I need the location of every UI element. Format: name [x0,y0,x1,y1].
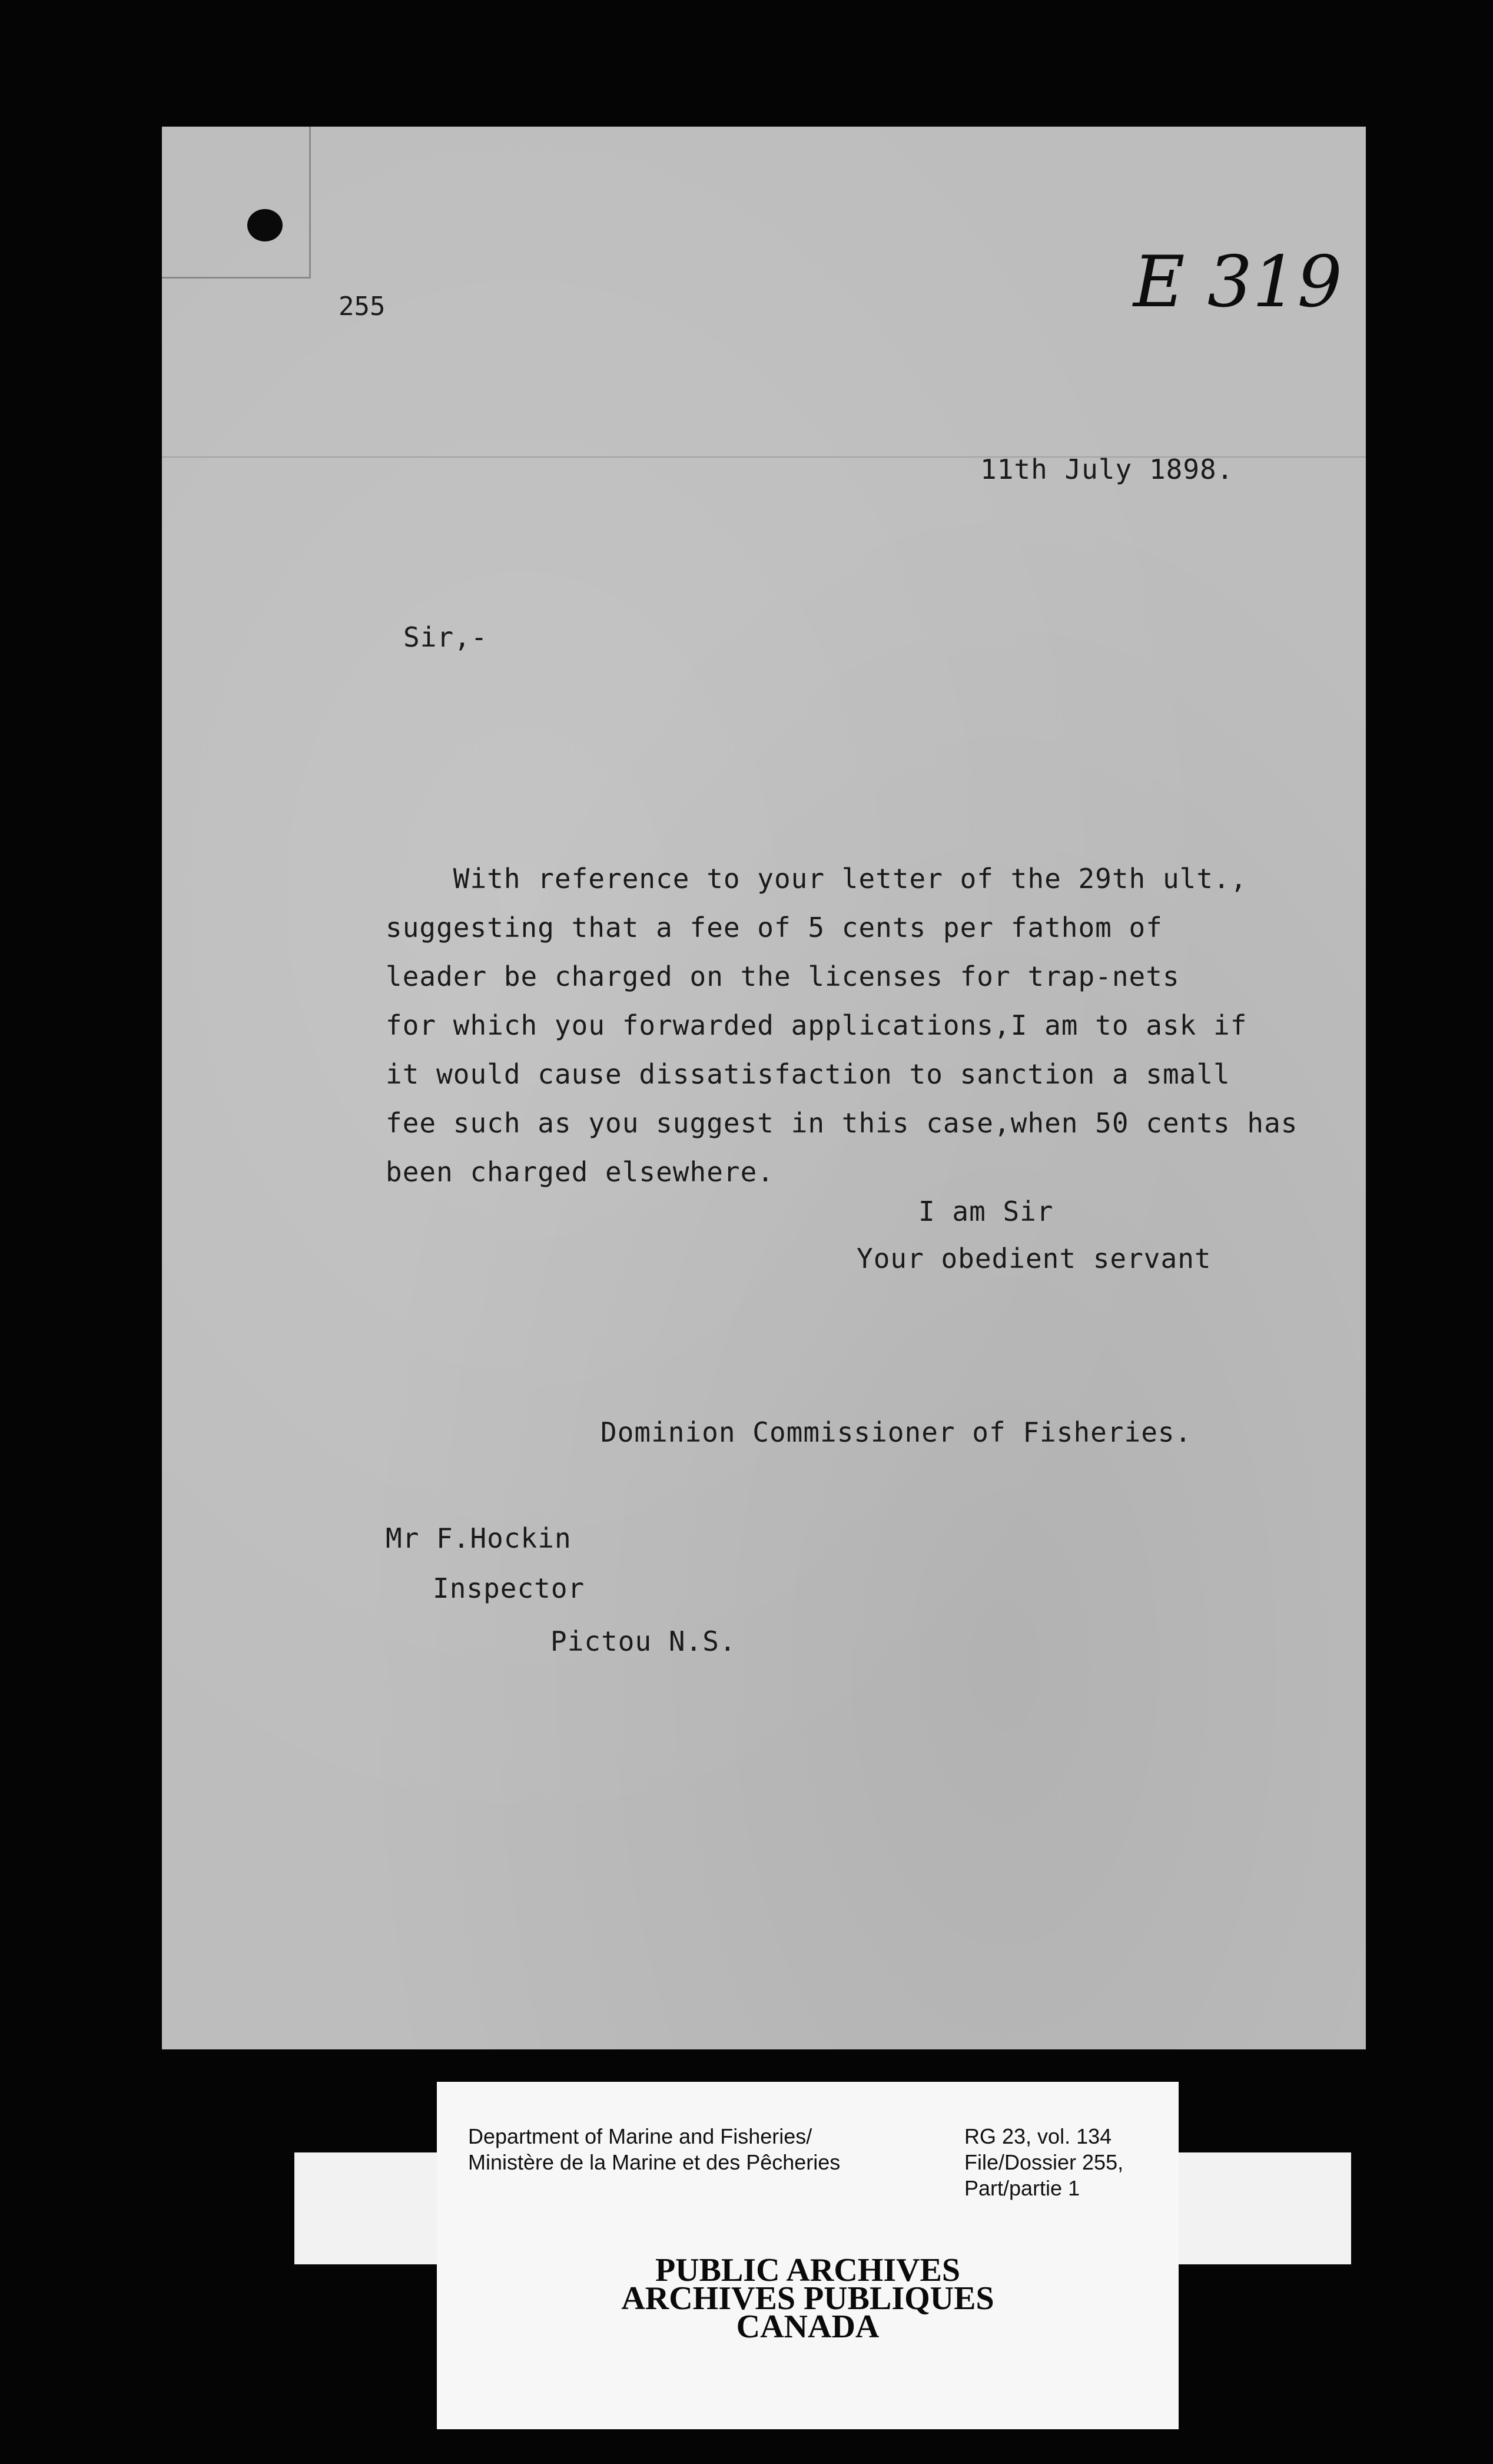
addressee-name: Mr F.Hockin [386,1522,572,1554]
addressee-location: Pictou N.S. [550,1625,736,1657]
corner-box [162,127,311,279]
body-line: leader be charged on the licenses for trap-nets [386,961,1180,992]
letter-page [162,127,1366,2049]
part-reference: Part/partie 1 [964,2176,1080,2200]
closing-line: I am Sir [918,1195,1054,1227]
letter-date: 11th July 1898. [980,453,1234,485]
body-line: for which you forwarded applications,I am to ask if [386,1009,1248,1041]
handwritten-reference-number: E 319 [1133,241,1342,323]
body-line: been charged elsewhere. [386,1156,774,1188]
punch-hole [247,209,283,241]
body-line: suggesting that a fee of 5 cents per fathom of [386,912,1163,943]
department-french: Ministère de la Marine et des Pêcheries [468,2150,841,2174]
record-group-reference: RG 23, vol. 134 [964,2124,1112,2148]
body-line: it would cause dissatisfaction to sanction a small [386,1058,1230,1090]
archives-country: CANADA [736,2309,880,2345]
addressee-title: Inspector [433,1572,585,1604]
archives-title-english: PUBLIC ARCHIVES [655,2252,961,2289]
signature-line: Dominion Commissioner of Fisheries. [600,1416,1192,1448]
file-number: 255 [339,292,386,322]
closing-line: Your obedient servant [857,1243,1212,1274]
salutation: Sir,- [403,621,488,653]
body-line: fee such as you suggest in this case,when 50 cents has [386,1107,1298,1139]
file-reference: File/Dossier 255, [964,2150,1124,2174]
archives-title-french: ARCHIVES PUBLIQUES [621,2280,994,2317]
body-line: With reference to your letter of the 29th ult., [386,863,1248,895]
department-english: Department of Marine and Fisheries/ [468,2124,812,2148]
